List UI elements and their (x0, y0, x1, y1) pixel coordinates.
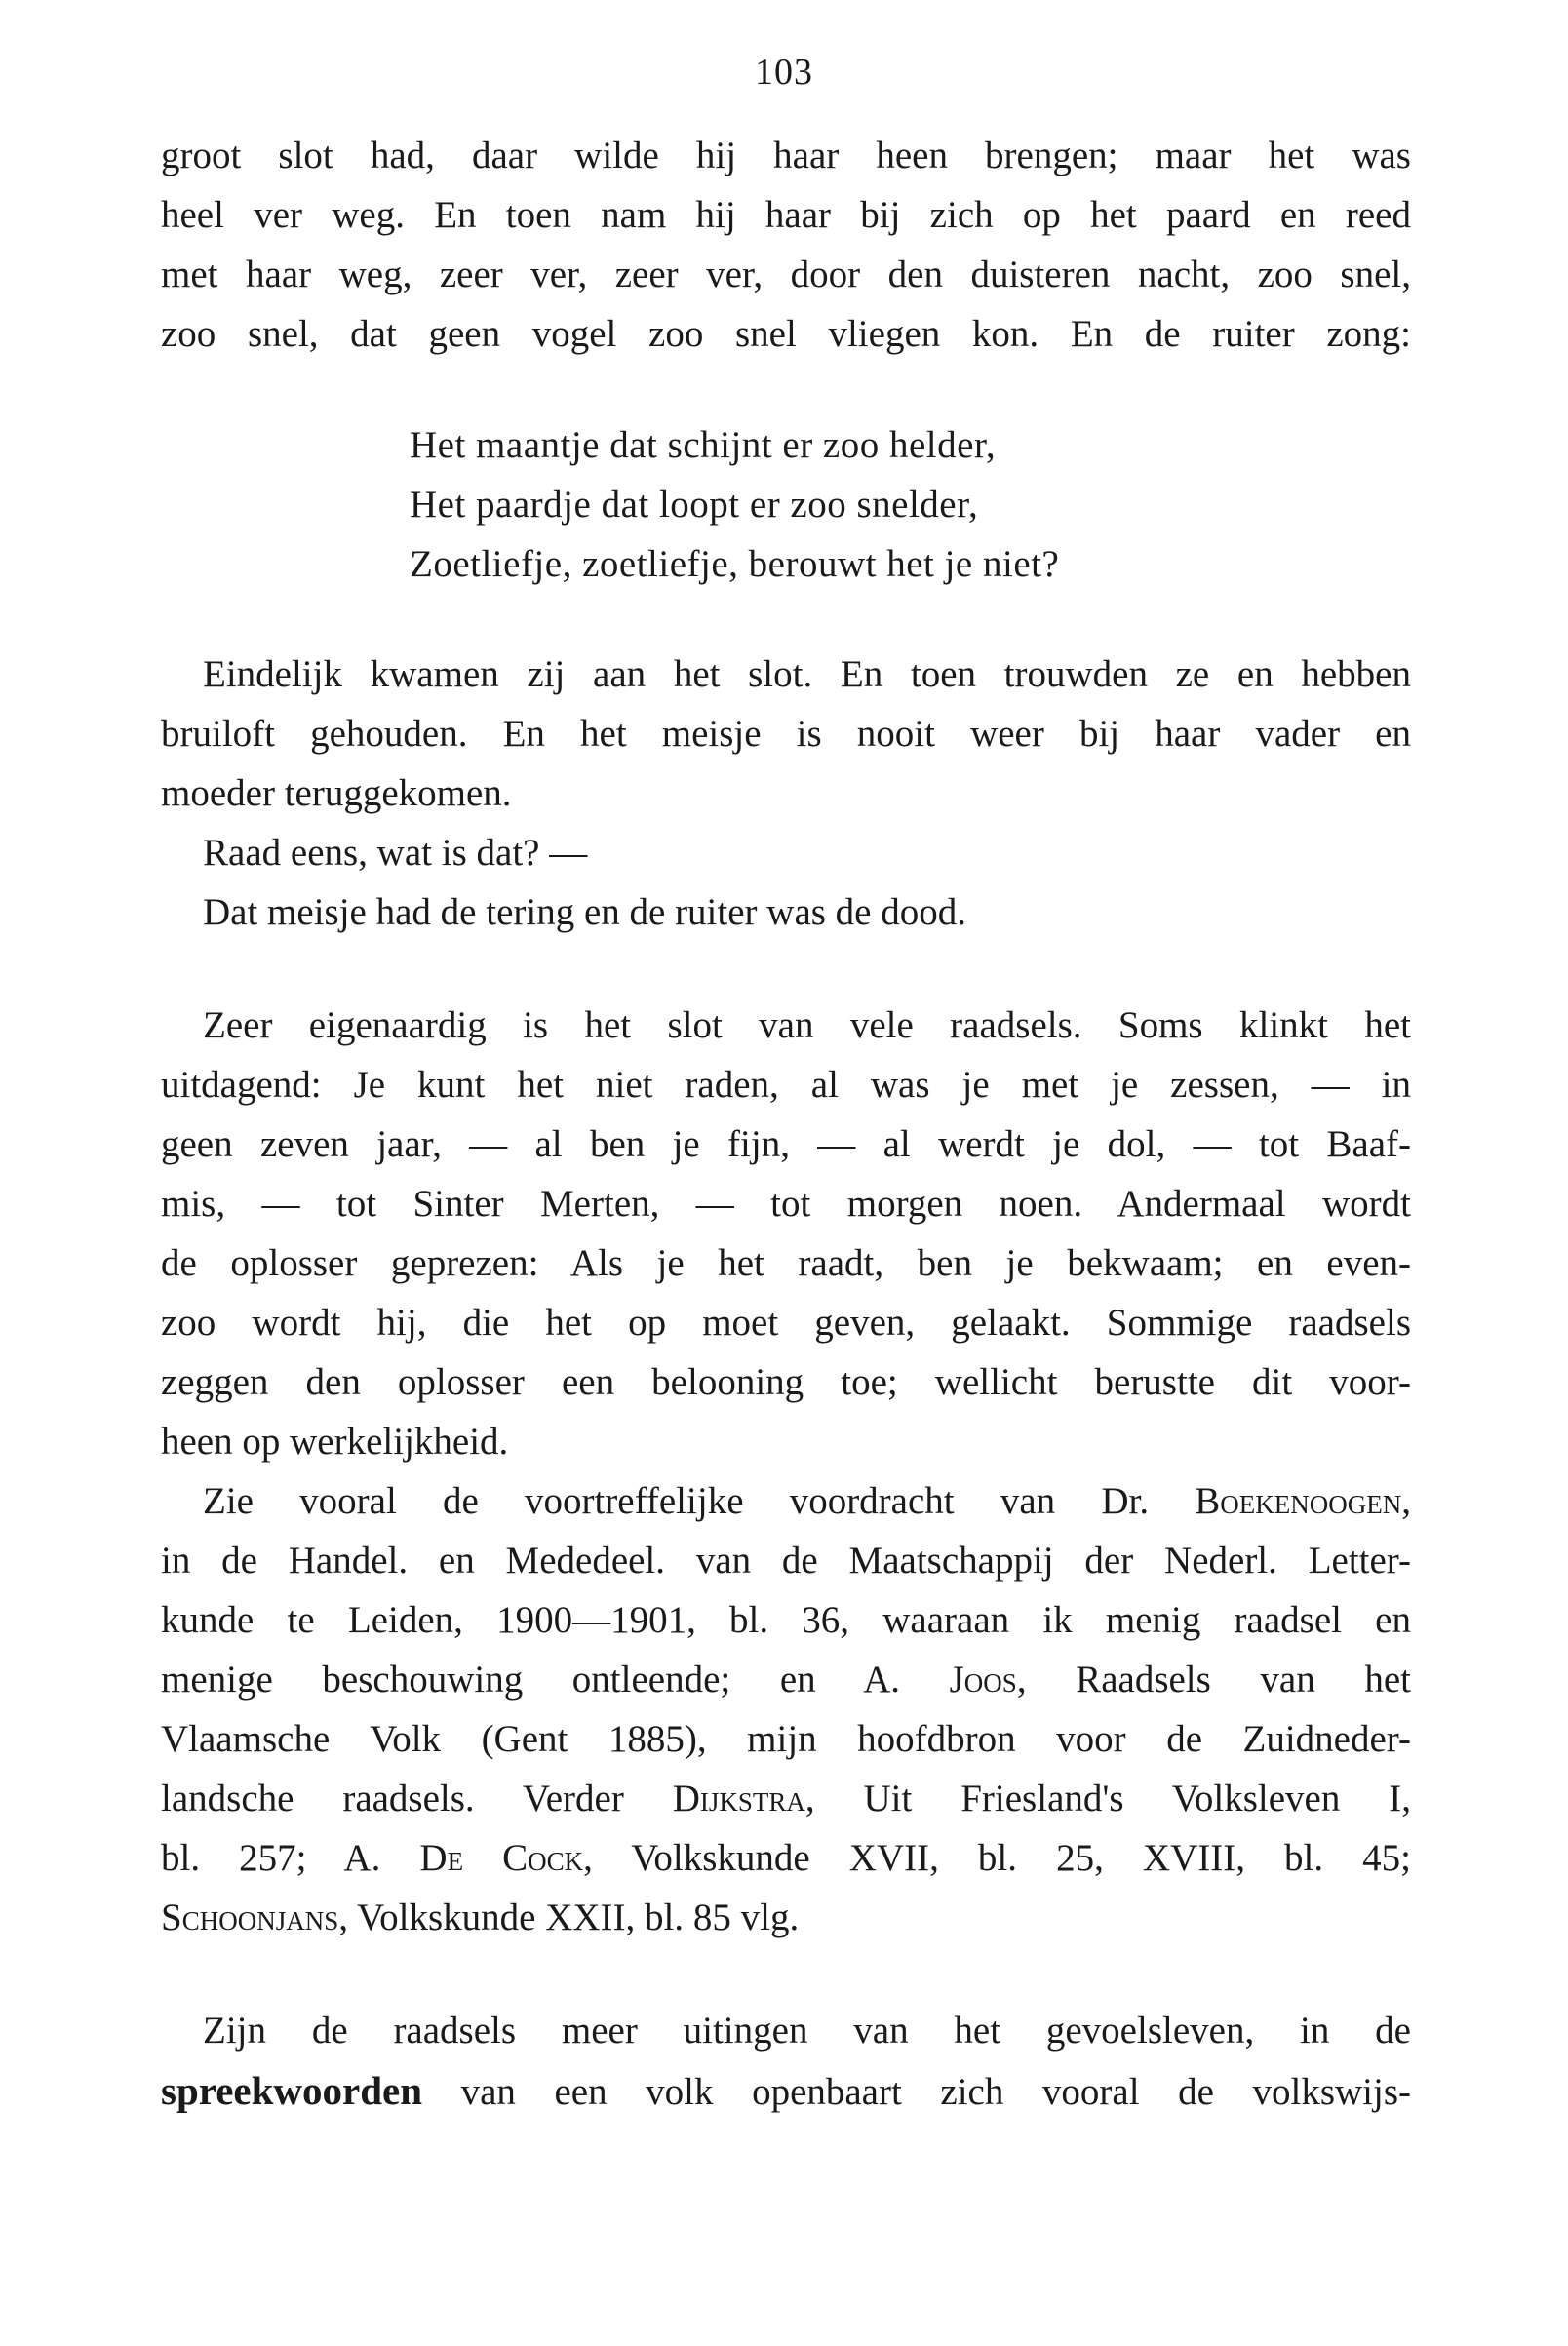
text-line (161, 1898, 799, 1936)
author-name: Joos (949, 1659, 1017, 1701)
text-run: landsche raadsels. Verder (161, 1778, 673, 1819)
text-line (161, 1661, 1411, 1699)
text-run: bl. 257; A. (161, 1837, 420, 1879)
text-line: de oplosser geprezen: Als je het raadt, ben je bekwaam; en even- (161, 1242, 1411, 1284)
bold-term: spreekwoorden (161, 2068, 423, 2113)
text-line: in de Handel. en Mededeel. van de Maatschappij der Nederl. Letter- (161, 1540, 1411, 1582)
text-line: uitdagend: Je kunt het niet raden, al was je met je zessen, — in (161, 1064, 1411, 1106)
text-run: , Volkskunde XXII, bl. 85 vlg. (338, 1896, 800, 1938)
text-run: menige beschouwing ontleende; en A. (161, 1659, 950, 1701)
text-line: bruiloft gehouden. En het meisje is nooit weer bij haar vader en (161, 713, 1411, 755)
text-line: heel ver weg. En toen nam hij haar bij zich op het paard en reed (161, 194, 1411, 236)
text-run: , Raadsels van het (1016, 1659, 1411, 1701)
verse-line: Het maantje dat schijnt er zoo helder, (410, 424, 997, 466)
text-line: groot slot had, daar wilde hij haar heen brengen; maar het was (161, 135, 1411, 176)
text-line: moeder teruggekomen. (161, 772, 512, 814)
text-line: Zijn de raadsels meer uitingen van het gevoelsleven, in de (203, 2010, 1411, 2052)
author-name: Dijkstra (672, 1778, 805, 1819)
text-line: kunde te Leiden, 1900—1901, bl. 36, waaraan ik menig raadsel en (161, 1599, 1411, 1641)
text-line: Eindelijk kwamen zij aan het slot. En toen trouwden ze en hebben (203, 653, 1411, 695)
author-name: De Cock (419, 1837, 584, 1879)
text-line: zoo snel, dat geen vogel zoo snel vliegen kon. En de ruiter zong: (161, 313, 1411, 355)
text-run: Zie vooral de voortreffelijke voordracht van Dr. (203, 1480, 1196, 1522)
text-line: zoo wordt hij, die het op moet geven, gelaakt. Sommige raadsels (161, 1302, 1411, 1344)
text-run: , (1401, 1480, 1411, 1522)
riddle-answer: Dat meisje had de tering en de ruiter was de dood. (203, 891, 966, 933)
text-line (161, 1839, 1411, 1877)
text-line (161, 1779, 1411, 1818)
text-line (203, 1482, 1411, 1520)
text-line: heen op werkelijkheid. (161, 1421, 509, 1463)
author-name: Boekenoogen (1195, 1480, 1402, 1522)
text-run: van een volk openbaart zich vooral de volkswijs- (422, 2071, 1411, 2113)
text-line: Zeer eigenaardig is het slot van vele raadsels. Soms klinkt het (203, 1004, 1411, 1046)
page-number: 103 (755, 52, 813, 93)
author-name: Schoonjans (161, 1896, 339, 1938)
text-run: , Uit Friesland's Volksleven I, (804, 1778, 1411, 1819)
text-run: , Volkskunde XVII, bl. 25, XVIII, bl. 45; (583, 1837, 1411, 1879)
text-line: met haar weg, zeer ver, zeer ver, door den duisteren nacht, zoo snel, (161, 254, 1411, 295)
text-line (161, 2068, 1411, 2113)
riddle-question: Raad eens, wat is dat? — (203, 832, 588, 874)
text-line: zeggen den oplosser een belooning toe; wellicht berustte dit voor- (161, 1361, 1411, 1403)
verse-line: Het paardje dat loopt er zoo snelder, (410, 484, 979, 526)
verse-line: Zoetliefje, zoetliefje, berouwt het je niet? (410, 543, 1060, 585)
text-line: geen zeven jaar, — al ben je fijn, — al werdt je dol, — tot Baaf- (161, 1123, 1411, 1165)
text-line: Vlaamsche Volk (Gent 1885), mijn hoofdbron voor de Zuidneder- (161, 1718, 1411, 1760)
text-line: mis, — tot Sinter Merten, — tot morgen noen. Andermaal wordt (161, 1183, 1411, 1225)
